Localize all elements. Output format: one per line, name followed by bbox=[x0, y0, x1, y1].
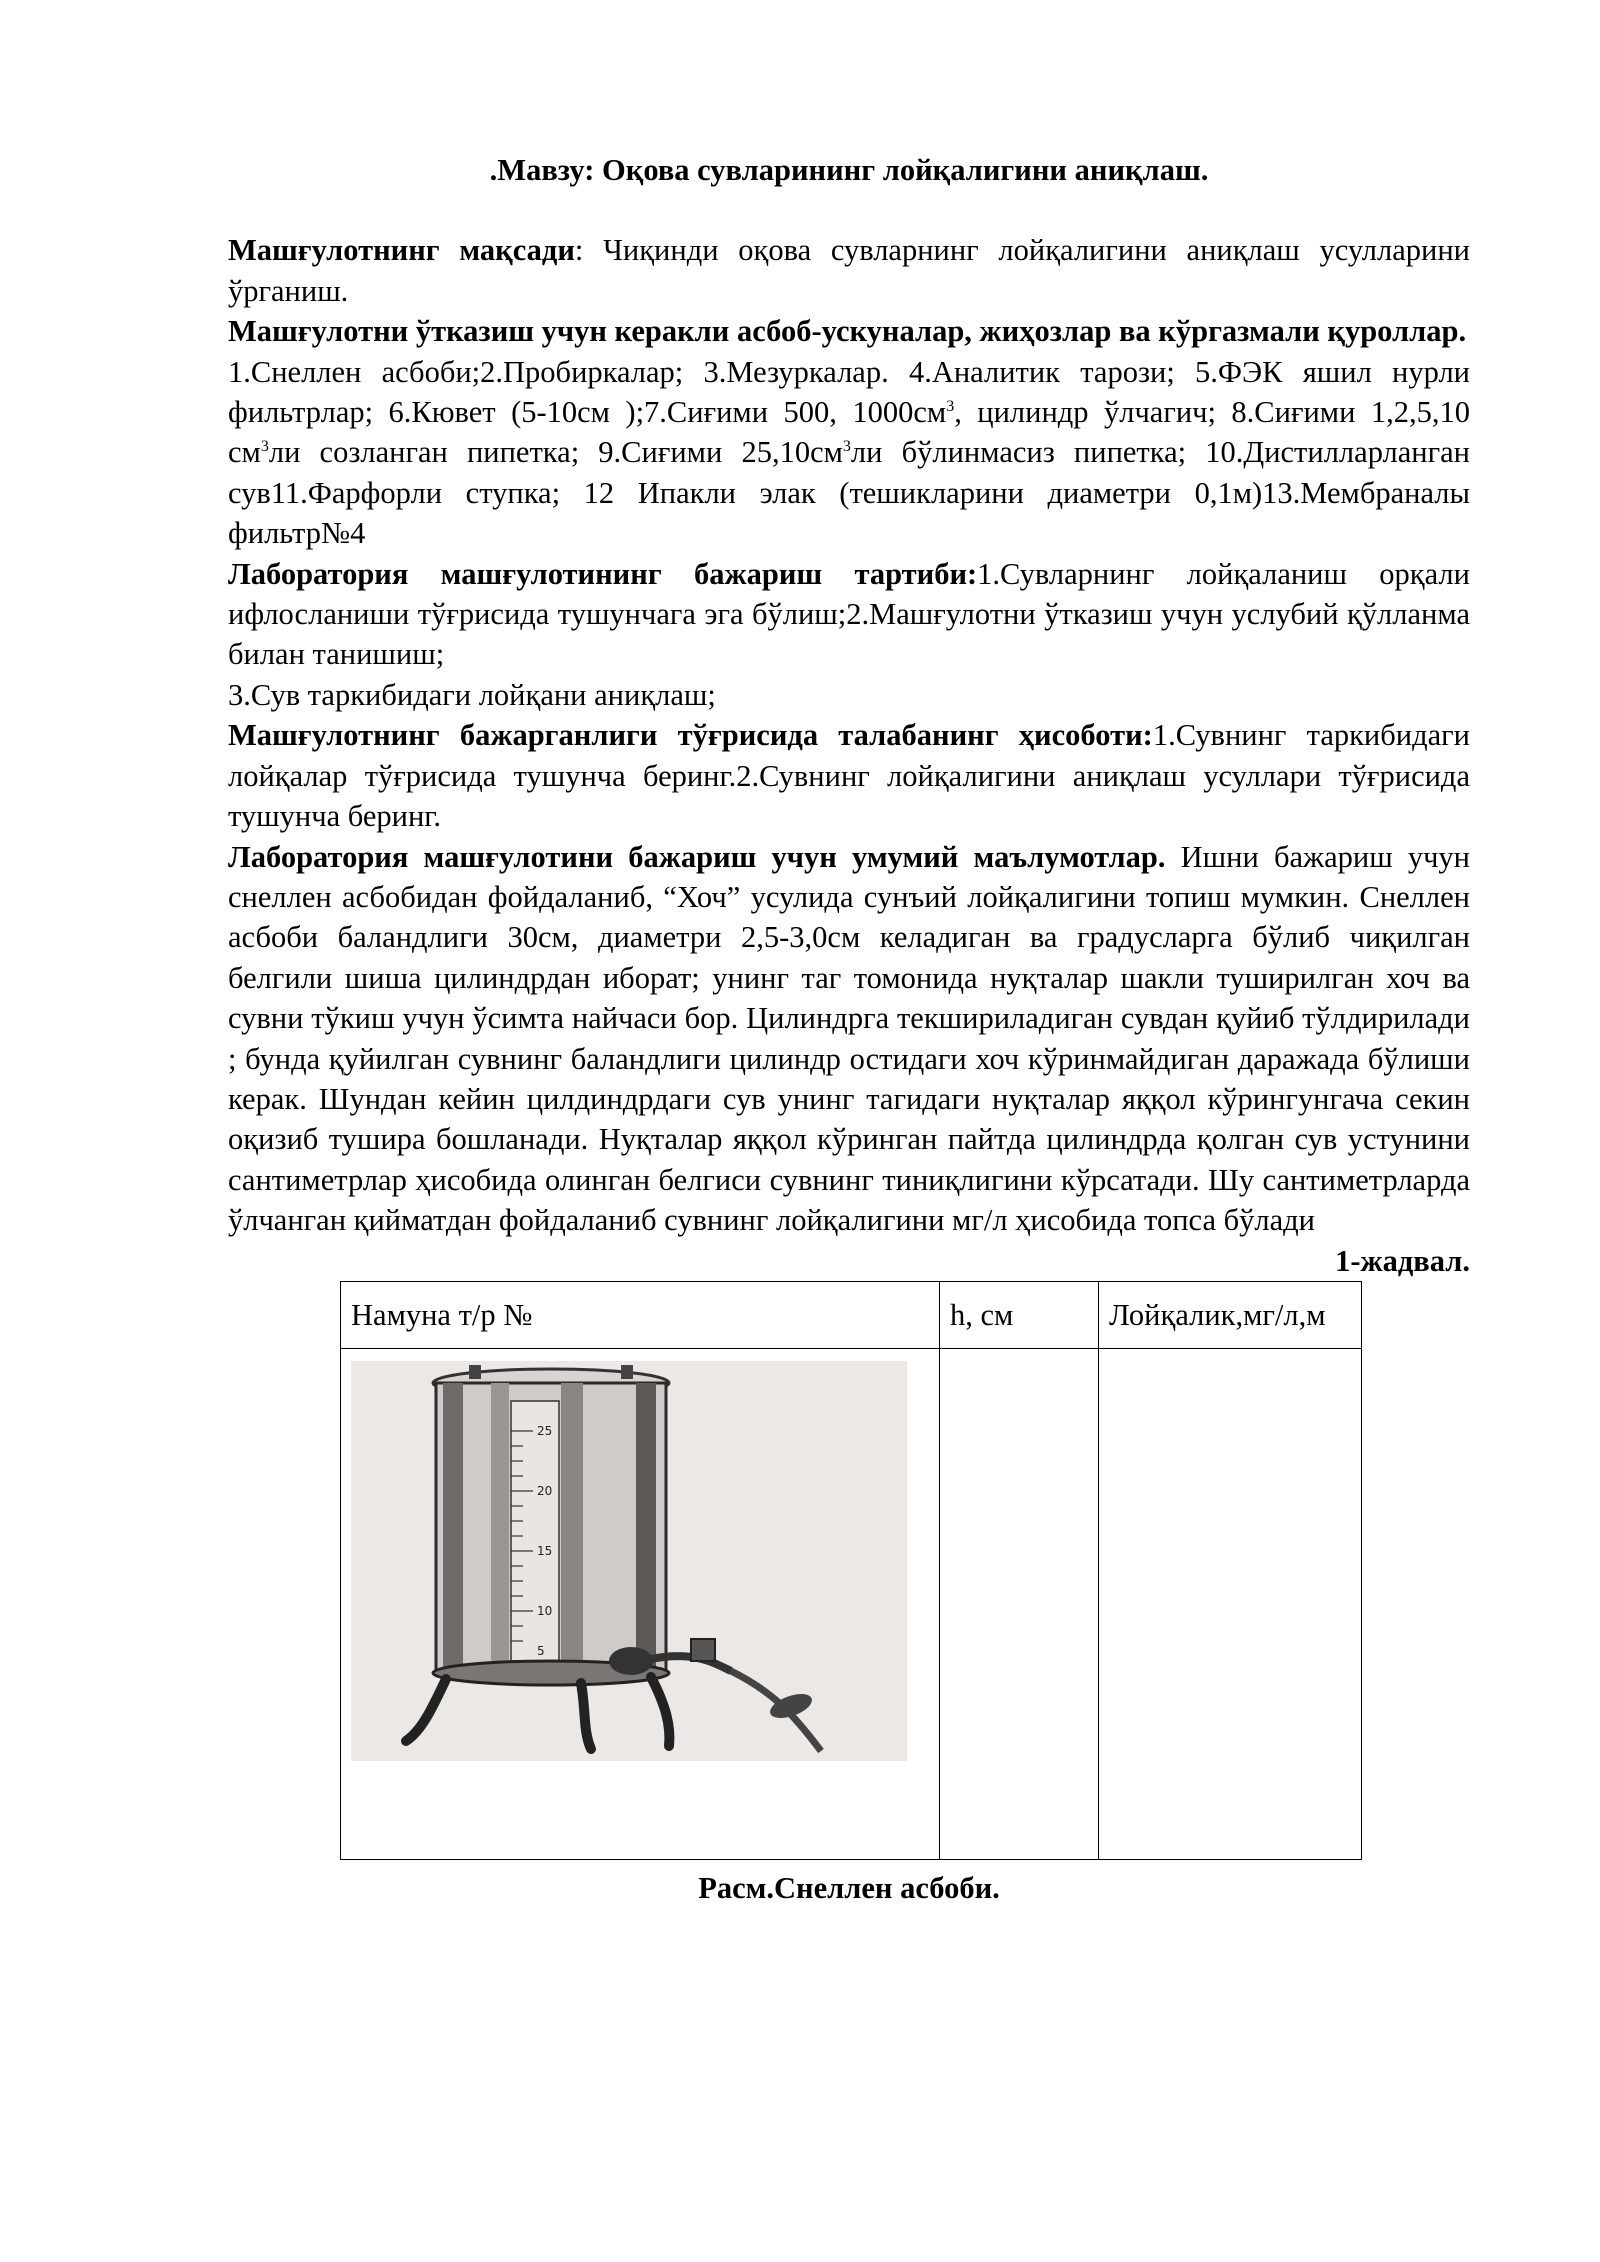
document-page bbox=[228, 150, 1470, 1908]
procedure-label: Лаборатория машғулотининг бажариш тартиби: bbox=[228, 556, 978, 591]
goal-paragraph bbox=[228, 230, 1470, 311]
table-caption: 1-жадвал. bbox=[1335, 1243, 1470, 1278]
general-info-label: Лаборатория машғулотини бажариш учун умумий маълумотлар. bbox=[228, 839, 1166, 874]
procedure-paragraph bbox=[228, 554, 1470, 675]
equipment-heading-text: Машғулотни ўтказиш учун керакли асбоб-ускуналар, жиҳозлар ва кўргазмали қуроллар. bbox=[228, 314, 1467, 349]
equipment-list bbox=[228, 352, 1470, 554]
scale-label-15: 15 bbox=[537, 1543, 553, 1558]
header-height: h, см bbox=[940, 1281, 1099, 1348]
table-row bbox=[341, 1348, 1362, 1859]
equipment-text-1: 1.Снеллен асбоби;2.Пробиркалар; 3.Мезуркалар. 4.Аналитик тарози; 5.ФЭК яшил нурли фильтрлар; 6.Кювет (5-10см );7.Сиғими 500, 1000см bbox=[228, 354, 1470, 430]
procedure-text: 1.Сувларнинг лойқаланиш орқали ифлосланиши тўғрисида тушунчага эга бўлиш;2.Машғулотни ўтказиш учун услубий қўлланма билан танишиш; bbox=[228, 556, 1470, 672]
general-info-paragraph bbox=[228, 837, 1470, 1241]
superscript-cubic: 3 bbox=[842, 438, 851, 456]
goal-label: Машғулотнинг мақсади bbox=[228, 233, 575, 268]
document-title: .Мавзу: Оқова сувларининг лойқалигини аниқлаш. bbox=[489, 153, 1209, 187]
superscript-cubic: 3 bbox=[260, 438, 269, 456]
figure-caption: Расм.Снеллен асбоби. bbox=[698, 1870, 1000, 1905]
report-label: Машғулотнинг бажарганлиги тўғрисида талабанинг ҳисоботи: bbox=[228, 718, 1153, 753]
goal-text: : Чиқинди оқова сувларнинг лойқалигини аниқлаш усулларини ўрганиш. bbox=[228, 233, 1470, 308]
general-info-text: Ишни бажариш учун снеллен асбобидан фойдаланиб, “Хоч” усулида сунъий лойқалигини топиш мумкин. Снеллен асбоби баландлиги 30см, диаметри 2,5-3,0см келадиган ва градусларга бўлиб чиқилган белгили шиша цилиндрдан иборат; унинг таг томонида нуқталар шакли туширилган хоч ва сувни тўкиш учун ўсимта найчаси бор. Цилиндрга текшириладиган сувдан қуйиб тўлдирилади ; бунда қуйилган сувнинг баландлиги цилиндр остидаги хоч кўринмайдиган даражада бўлиши керак. Шундан кейин цилдиндрдаги сув унинг тагидаги нуқталар яққол кўрингунгача секин оқизиб тушира бошланади. Нуқталар яққол кўринган пайтда цилиндрда қолган сув устунини сантиметрлар ҳисобида олинган белгиси сувнинг тиниқлигини кўрсатади. Шу сантиметрларда ўлчанган қийматдан фойдаланиб сувнинг лойқалигини мг/л ҳисобида топса бўлади bbox=[228, 839, 1470, 1238]
scale-label-10: 10 bbox=[537, 1603, 553, 1618]
table-header-row bbox=[341, 1281, 1362, 1348]
header-sample-number: Намуна т/р № bbox=[341, 1281, 940, 1348]
height-cell bbox=[940, 1348, 1099, 1859]
figure-cell bbox=[341, 1348, 940, 1859]
report-paragraph bbox=[228, 715, 1470, 836]
equipment-text-2: , цилиндр ўлчагич; 8.Сиғими 1,2,5,10 см bbox=[228, 395, 1471, 470]
scale-label-20: 20 bbox=[537, 1483, 553, 1498]
header-turbidity: Лойқалик,мг/л,м bbox=[1099, 1281, 1362, 1348]
scale-label-5: 5 bbox=[537, 1643, 545, 1658]
results-table bbox=[340, 1281, 1362, 1860]
equipment-heading bbox=[228, 311, 1470, 351]
equipment-text-3: ли созланган пипетка; 9.Сиғими 25,10см bbox=[268, 435, 843, 470]
equipment-text-4: ли бўлинмасиз пипетка; 10.Дистилларланган сув11.Фарфорли ступка; 12 Ипакли элак (тешикларини диаметри 0,1м)13.Мембраналы фильтр№4 bbox=[228, 435, 1470, 551]
report-text: 1.Сувнинг таркибидаги лойқалар тўғрисида тушунча беринг.2.Сувнинг лойқалигини аниқлаш усуллари тўғрисида тушунча беринг. bbox=[228, 718, 1470, 834]
superscript-cubic: 3 bbox=[946, 398, 955, 416]
scale-label-25: 25 bbox=[537, 1423, 553, 1438]
turbidity-cell bbox=[1099, 1348, 1362, 1859]
snellen-device-illustration bbox=[351, 1361, 907, 1761]
procedure-step-3: 3.Сув таркибидаги лойқани аниқлаш; bbox=[228, 677, 716, 712]
snellen-device-drawing bbox=[351, 1361, 907, 1761]
